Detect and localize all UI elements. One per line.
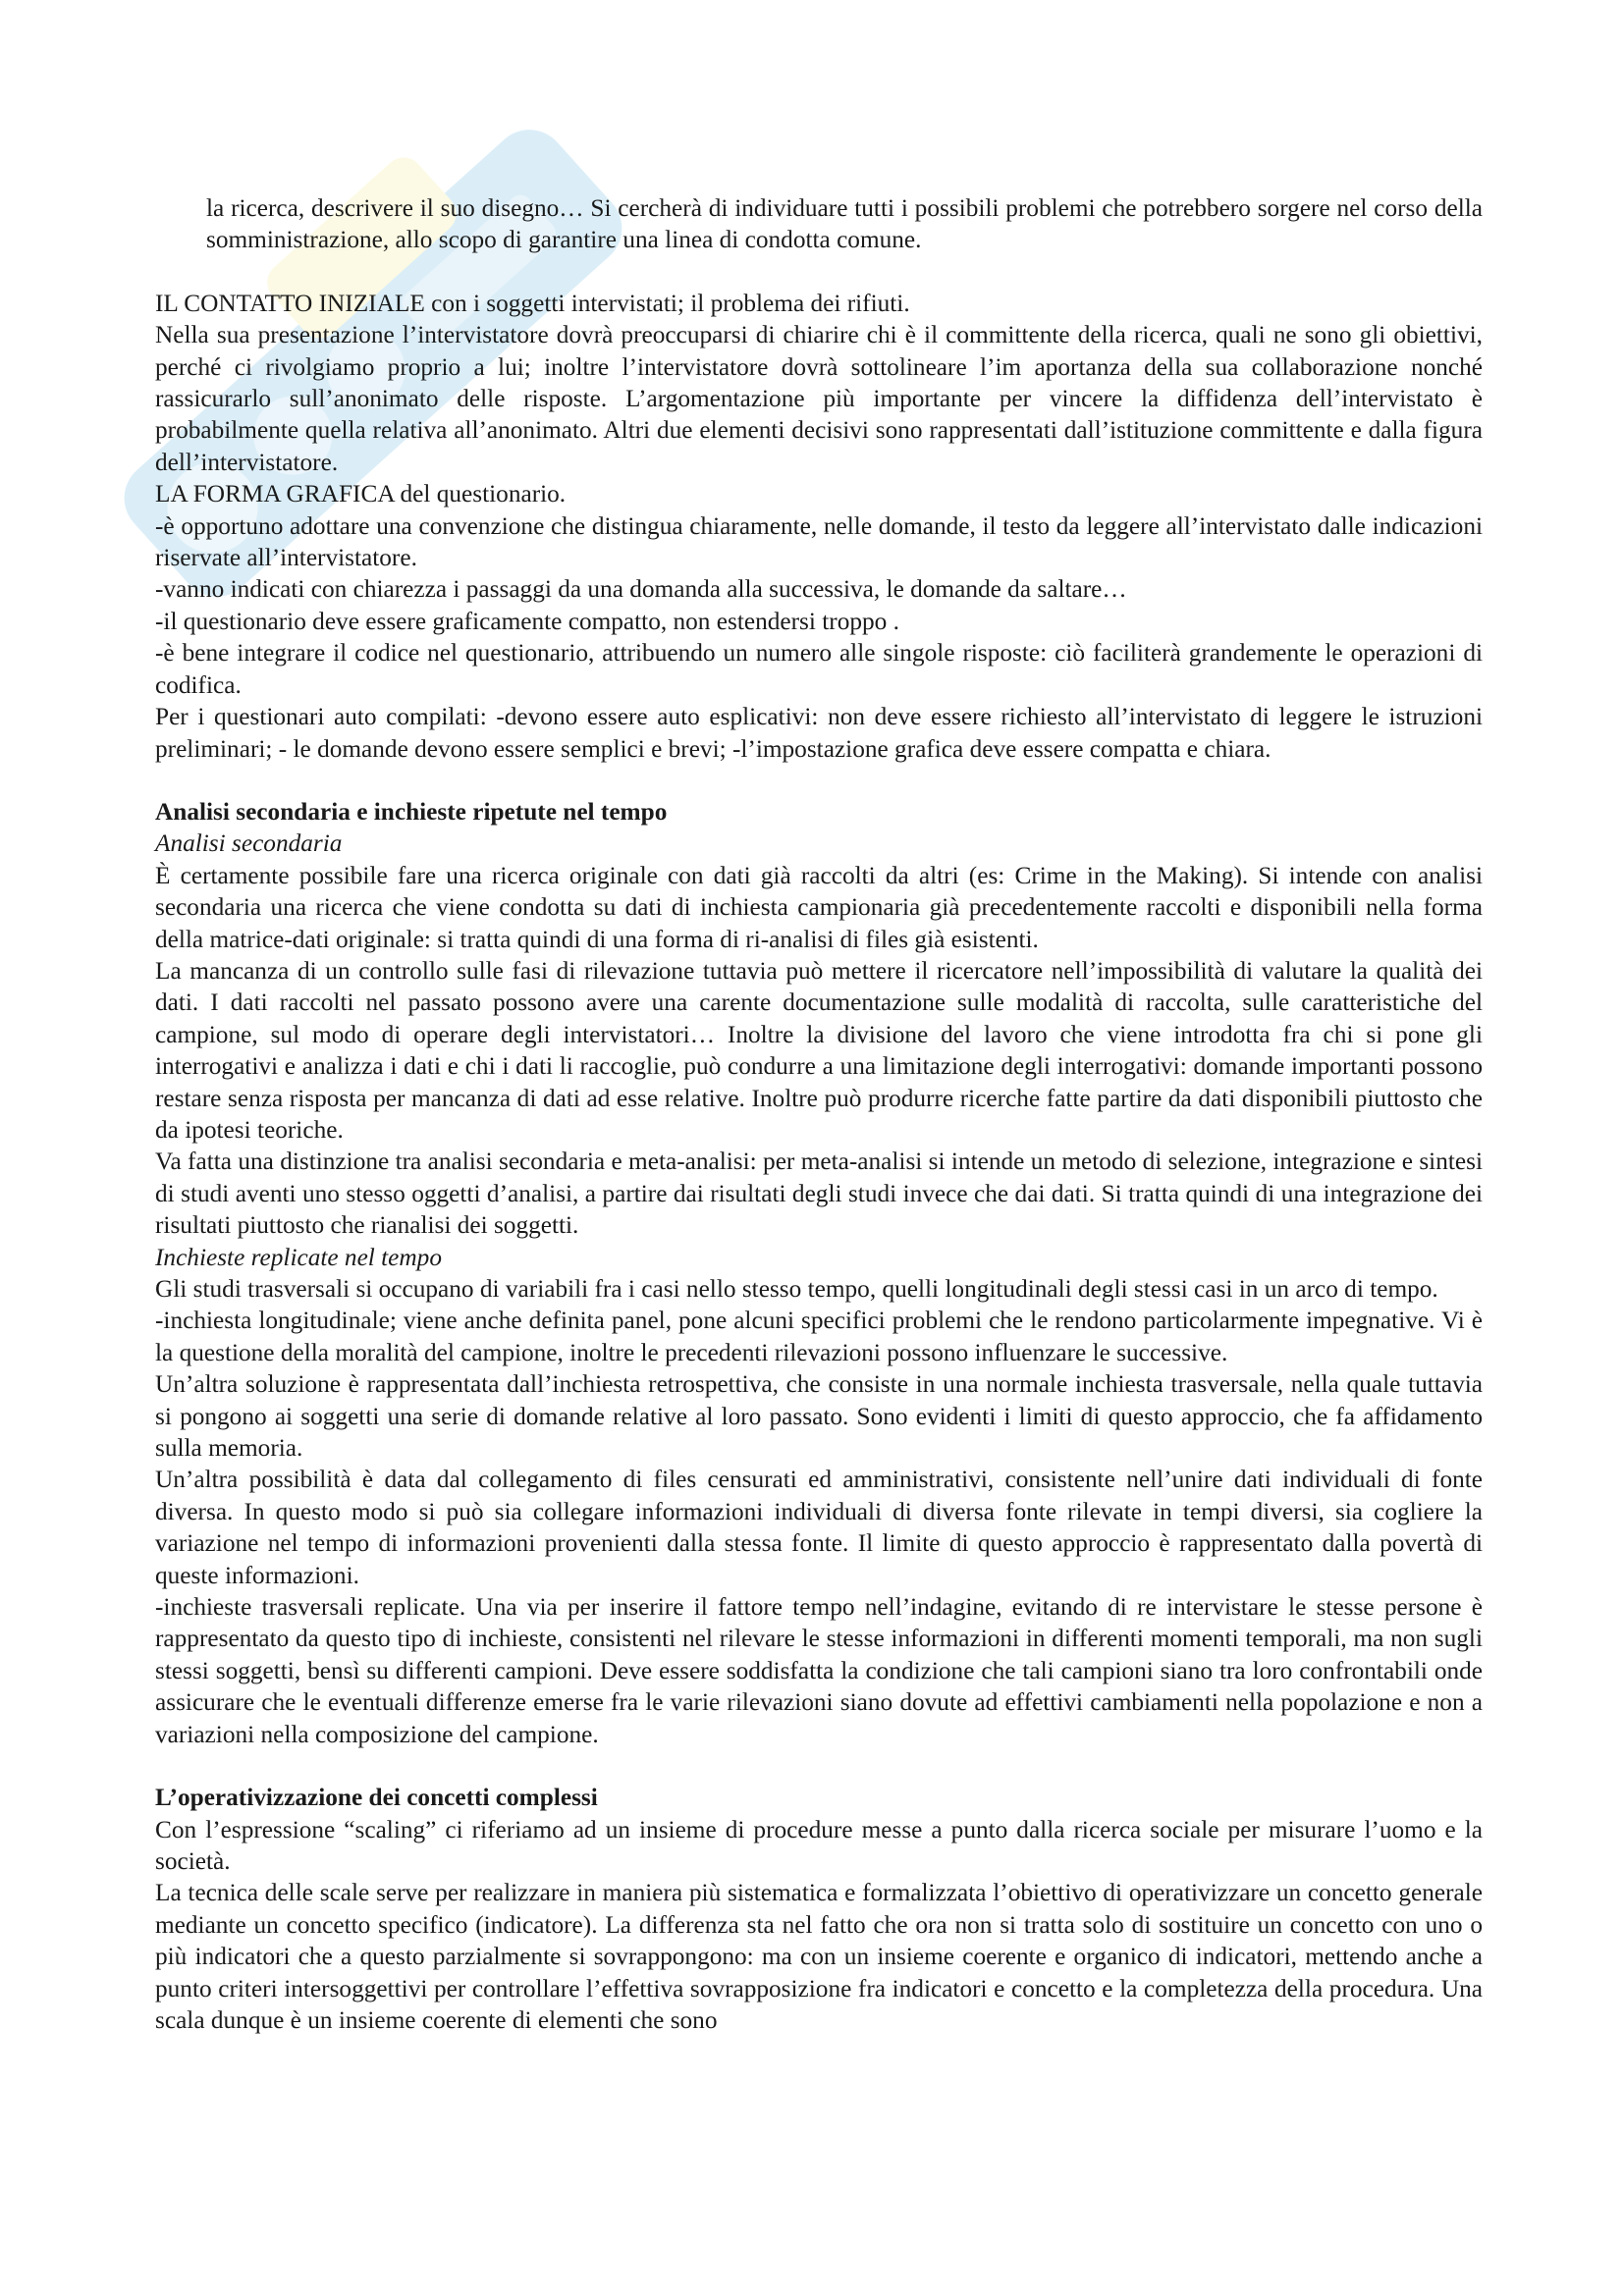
analisi-paragraph: Va fatta una distinzione tra analisi secondaria e meta-analisi: per meta-analisi si intende un metodo di selezione, integrazione e sintesi di studi aventi uno stesso oggetti d’analisi, a partire dai risultati degli studi invece che dai dati. Si tratta quindi di una integrazione dei risultati piuttosto che rianalisi dei soggetti.: [155, 1148, 1483, 1240]
forma-closing: Per i questionari auto compilati: -devono essere auto esplicativi: non deve essere richiesto all’intervistato di leggere le istruzioni preliminari; - le domande devono essere semplici e brevi; -l’impostazione grafica deve essere compatta e chiara.: [155, 703, 1483, 763]
operativizzazione-heading: L’operativizzazione dei concetti complessi: [155, 1784, 598, 1812]
analisi-paragraph: È certamente possibile fare una ricerca originale con dati già raccolti da altri (es: Crime in the Making). Si intende con analisi secondaria una ricerca che viene condotta su dati di inchiesta campionaria già precedentemente raccolti e disponibili nella forma della matrice-dati originale: si tratta quindi di una forma di ri-analisi di files già esistenti.: [155, 861, 1483, 953]
spacer: [155, 765, 1483, 796]
inchieste-paragraph: Un’altra soluzione è rappresentata dall’inchiesta retrospettiva, che consiste in una normale inchiesta trasversale, nella quale tuttavia si pongono ai soggetti una serie di domande relative al loro passato. Sono evidenti i limiti di questo approccio, che fa affidamento sulla memoria.: [155, 1370, 1483, 1463]
spacer: [155, 256, 1483, 288]
forma-title: LA FORMA GRAFICA del questionario.: [155, 480, 567, 508]
inchieste-paragraph: -inchiesta longitudinale; viene anche definita panel, pone alcuni specifici problemi che le rendono particolarmente impegnative. Vi è la questione della moralità del campione, inoltre le precedenti rilevazioni possono influenzare le successive.: [155, 1307, 1483, 1366]
document-body: [155, 192, 1483, 2036]
forma-point: -vanno indicati con chiarezza i passaggi da una domanda alla successiva, le domande da saltare…: [155, 575, 1127, 604]
analisi-paragraph: La mancanza di un controllo sulle fasi di rilevazione tuttavia può mettere il ricercatore nell’impossibilità di valutare la qualità dei dati. I dati raccolti nel passato possono avere una carente documentazione sulle modalità di raccolta, sulle caratteristiche del campione, sul modo di operare degli intervistatori… Inoltre la divisione del lavoro che viene introdotta fra chi si pone gli interrogativi e analizza i dati e chi i dati li raccoglie, può condurre a una limitazione degli interrogativi: domande importanti possono restare senza risposta per mancanza di dati ad esse relative. Inoltre può produrre ricerche fatte partire da dati disponibili piuttosto che da ipotesi teoriche.: [155, 956, 1483, 1144]
intro-paragraph: la ricerca, descrivere il suo disegno… Si cercherà di individuare tutti i possibili problemi che potrebbero sorgere nel corso della somministrazione, allo scopo di garantire una linea di condotta comune.: [206, 194, 1483, 254]
forma-point: -è bene integrare il codice nel questionario, attribuendo un numero alle singole risposte: ciò faciliterà grandemente le operazioni di codifica.: [155, 639, 1483, 699]
inchieste-paragraph: Un’altra possibilità è data dal collegamento di files censurati ed amministrativi, consistente nell’unire dati individuali di fonte diversa. In questo modo si può sia collegare informazioni individuali di diversa fonte rilevate in tempi diversi, sia cogliere la variazione nel tempo di informazioni provenienti dalla stessa fonte. Il limite di questo approccio è rappresentato dalla povertà di queste informazioni.: [155, 1466, 1483, 1589]
contatto-title: IL CONTATTO INIZIALE con i soggetti intervistati; il problema dei rifiuti.: [155, 289, 910, 317]
operativizzazione-paragraph: Con l’espressione “scaling” ci riferiamo ad un insieme di procedure messe a punto dalla ricerca sociale per misurare l’uomo e la società.: [155, 1815, 1483, 1875]
analisi-heading: Analisi secondaria e inchieste ripetute nel tempo: [155, 797, 668, 826]
inchieste-paragraph: -inchieste trasversali replicate. Una via per inserire il fattore tempo nell’indagine, evitando di re intervistare le stesse persone è rappresentato da questo tipo di inchieste, consistenti nel rilevare le stesse informazioni in differenti momenti temporali, ma non sugli stessi soggetti, bensì su differenti campioni. Deve essere soddisfatta la condizione che tali campioni siano tra loro confrontabili onde assicurare che le eventuali differenze emerse fra le varie rilevazioni siano dovute ad effettivi cambiamenti nella popolazione e non a variazioni nella composizione del campione.: [155, 1593, 1483, 1748]
contatto-paragraph: Nella sua presentazione l’intervistatore dovrà preoccuparsi di chiarire chi è il committente della ricerca, quali ne sono gli obiettivi, perché ci rivolgiamo proprio a lui; inoltre l’intervistatore dovrà sottolineare l’im aportanza della sua collaborazione nonché rassicurarlo sull’anonimato delle risposte. L’argomentazione più importante per vincere la diffidenza dell’intervistato è probabilmente quella relativa all’anonimato. Altri due elementi decisivi sono rappresentati dall’istituzione committente e dalla figura dell’intervistatore.: [155, 321, 1483, 476]
operativizzazione-paragraph: La tecnica delle scale serve per realizzare in maniera più sistematica e formalizzata l’obiettivo di operativizzare un concetto generale mediante un concetto specifico (indicatore). La differenza sta nel fatto che ora non si tratta solo di sostituire un concetto con uno o più indicatori che a questo parzialmente si sovrappongono: ma con un insieme coerente e organico di indicatori, mettendo anche a punto criteri intersoggettivi per controllare l’effettiva sovrapposizione fra indicatori e concetto e la completezza della procedura. Una scala dunque è un insieme coerente di elementi che sono: [155, 1879, 1483, 2034]
inchieste-paragraph: Gli studi trasversali si occupano di variabili fra i casi nello stesso tempo, quelli longitudinali degli stessi casi in un arco di tempo.: [155, 1275, 1438, 1303]
spacer: [155, 1750, 1483, 1782]
inchieste-replicate-subheading: Inchieste replicate nel tempo: [155, 1243, 442, 1271]
forma-point: -è opportuno adottare una convenzione che distingua chiaramente, nelle domande, il testo da leggere all’intervistato dalle indicazioni riservate all’intervistatore.: [155, 511, 1483, 572]
analisi-secondaria-subheading: Analisi secondaria: [155, 829, 343, 858]
forma-point: -il questionario deve essere graficamente compatto, non estendersi troppo .: [155, 607, 899, 635]
